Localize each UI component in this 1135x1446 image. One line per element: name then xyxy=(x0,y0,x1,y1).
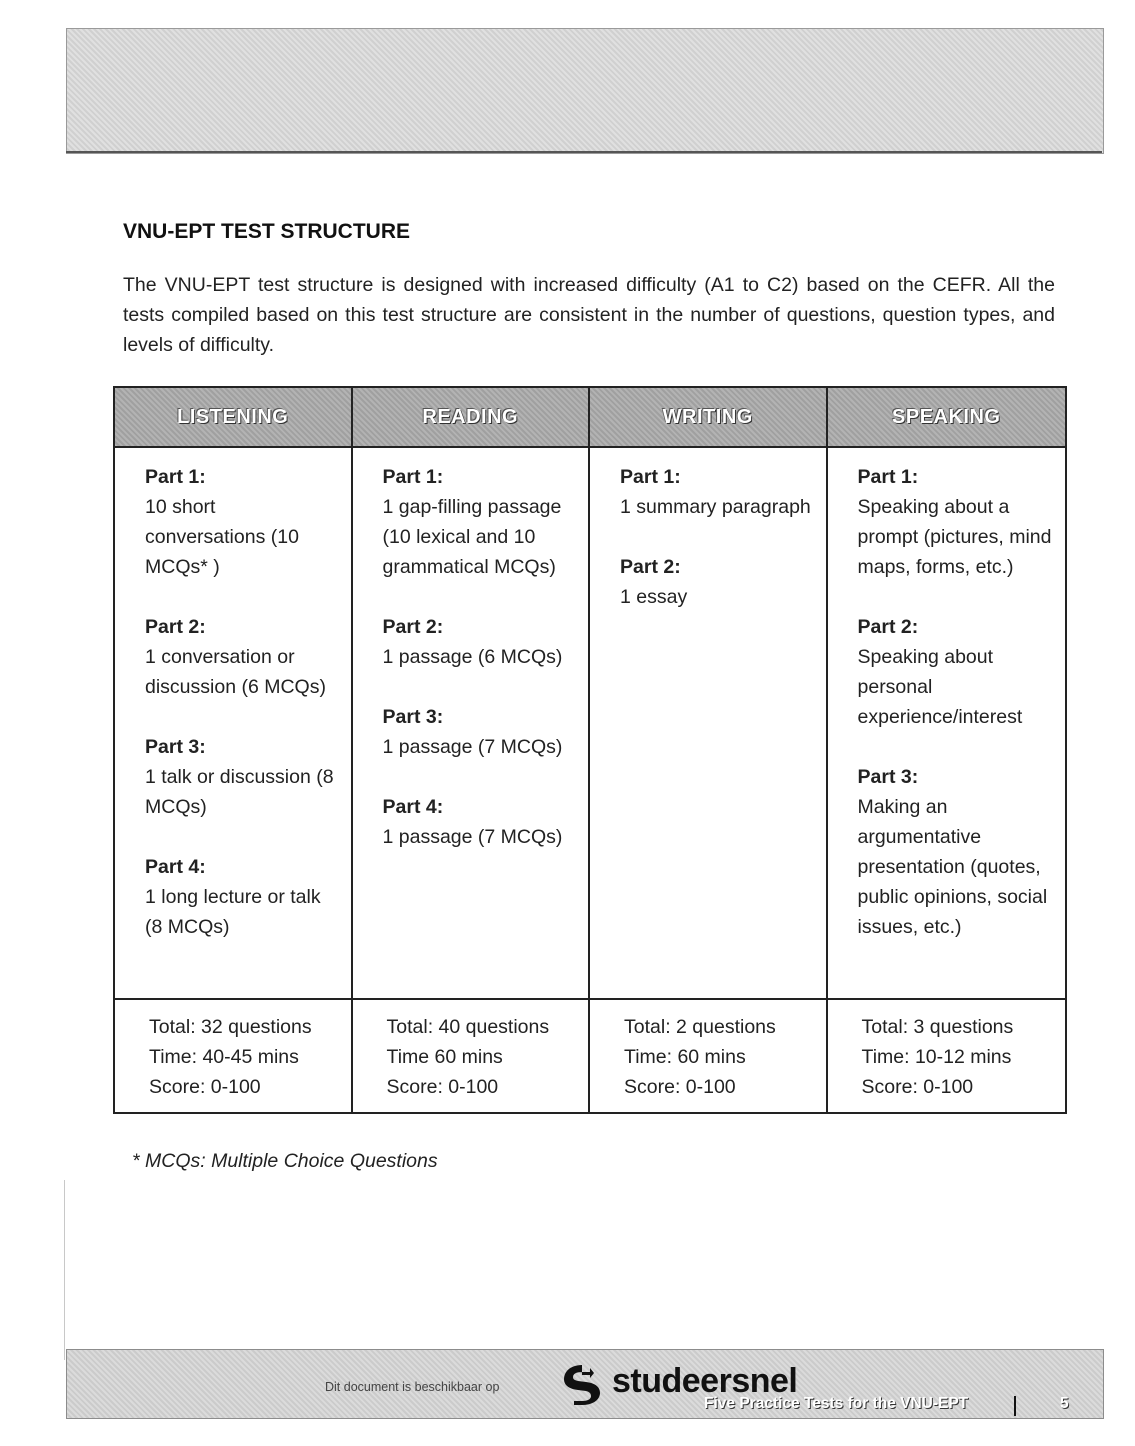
speaking-part-3 xyxy=(858,762,1056,942)
reading-part-3 xyxy=(383,702,579,762)
part-label: Part 2: xyxy=(382,616,444,638)
part-description: 1 long lecture or talk (8 MCQs) xyxy=(145,886,321,938)
part-label: Part 4: xyxy=(145,856,206,878)
part-label: Part 3: xyxy=(857,766,919,788)
header-writing: WRITING xyxy=(590,388,828,448)
score-range: Score: 0-100 xyxy=(861,1076,974,1098)
score-range: Score: 0-100 xyxy=(386,1076,499,1098)
part-description: 1 talk or discussion (8 MCQs) xyxy=(145,766,334,818)
header-speaking: SPEAKING xyxy=(828,388,1066,448)
part-label: Part 1: xyxy=(145,466,206,488)
speaking-part-1 xyxy=(858,462,1056,582)
part-description: 1 gap-filling passage (10 lexical and 10 grammatical MCQs) xyxy=(382,496,562,578)
time-limit: Time: 10-12 mins xyxy=(861,1046,1012,1068)
part-description: Speaking about a prompt (pictures, mind maps, forms, etc.) xyxy=(857,496,1052,578)
intro-paragraph: The VNU-EPT test structure is designed with increased difficulty (A1 to C2) based on the CEFR. All the tests compiled based on this test structure are consistent in the number of questions, question types, and levels of difficulty. xyxy=(123,274,1055,356)
listening-parts-cell xyxy=(115,448,353,1000)
part-label: Part 1: xyxy=(382,466,444,488)
reading-part-1 xyxy=(383,462,579,582)
time-limit: Time: 60 mins xyxy=(624,1046,746,1068)
time-limit: Time 60 mins xyxy=(386,1046,503,1068)
part-label: Part 2: xyxy=(620,556,681,578)
part-label: Part 3: xyxy=(145,736,206,758)
reading-part-4 xyxy=(383,792,579,852)
part-description: 1 passage (6 MCQs) xyxy=(382,646,563,668)
header-band xyxy=(66,28,1104,154)
footer-divider xyxy=(1014,1396,1016,1416)
section-title: VNU-EPT TEST STRUCTURE xyxy=(123,220,411,243)
listening-part-1 xyxy=(145,462,341,582)
total-questions: Total: 32 questions xyxy=(149,1016,312,1038)
studeersnel-wordmark: studeersnel xyxy=(612,1362,798,1400)
part-label: Part 1: xyxy=(620,466,681,488)
header-rule xyxy=(66,151,1102,153)
part-label: Part 2: xyxy=(145,616,206,638)
part-description: 10 short conversations (10 MCQs* ) xyxy=(145,496,299,578)
footnote: * MCQs: Multiple Choice Questions xyxy=(132,1150,438,1172)
writing-part-1 xyxy=(620,462,816,522)
part-description: 1 passage (7 MCQs) xyxy=(382,826,563,848)
part-description: 1 summary paragraph xyxy=(620,496,811,518)
total-questions: Total: 40 questions xyxy=(386,1016,550,1038)
part-description: 1 conversation or discussion (6 MCQs) xyxy=(145,646,326,698)
listening-part-3 xyxy=(145,732,341,822)
part-label: Part 1: xyxy=(857,466,919,488)
reading-totals xyxy=(353,1000,591,1112)
time-limit: Time: 40-45 mins xyxy=(149,1046,299,1068)
page-number: 5 xyxy=(1060,1395,1069,1412)
studeersnel-logo-icon xyxy=(560,1362,604,1406)
writing-totals xyxy=(590,1000,828,1112)
part-label: Part 3: xyxy=(382,706,444,728)
header-listening: LISTENING xyxy=(115,388,353,448)
part-description: Speaking about personal experience/interest xyxy=(857,646,1023,728)
reading-parts-cell xyxy=(353,448,591,1000)
writing-part-2 xyxy=(620,552,816,612)
speaking-part-2 xyxy=(858,612,1056,732)
part-description: Making an argumentative presentation (quotes, public opinions, social issues, etc.) xyxy=(857,796,1048,938)
header-reading: READING xyxy=(353,388,591,448)
book-title: Five Practice Tests for the VNU-EPT xyxy=(704,1395,969,1412)
part-label: Part 4: xyxy=(382,796,444,818)
availability-note: Dit document is beschikbaar op xyxy=(325,1380,500,1394)
test-structure-table xyxy=(113,386,1067,1114)
reading-part-2 xyxy=(383,612,579,672)
score-range: Score: 0-100 xyxy=(624,1076,736,1098)
total-questions: Total: 2 questions xyxy=(624,1016,776,1038)
part-label: Part 2: xyxy=(857,616,919,638)
part-description: 1 passage (7 MCQs) xyxy=(382,736,563,758)
listening-part-4 xyxy=(145,852,341,942)
writing-parts-cell xyxy=(590,448,828,1000)
total-questions: Total: 3 questions xyxy=(861,1016,1014,1038)
part-description: 1 essay xyxy=(620,586,688,608)
score-range: Score: 0-100 xyxy=(149,1076,261,1098)
speaking-parts-cell xyxy=(828,448,1066,1000)
margin-rule xyxy=(64,1180,65,1360)
listening-part-2 xyxy=(145,612,341,702)
speaking-totals xyxy=(828,1000,1066,1112)
listening-totals xyxy=(115,1000,353,1112)
